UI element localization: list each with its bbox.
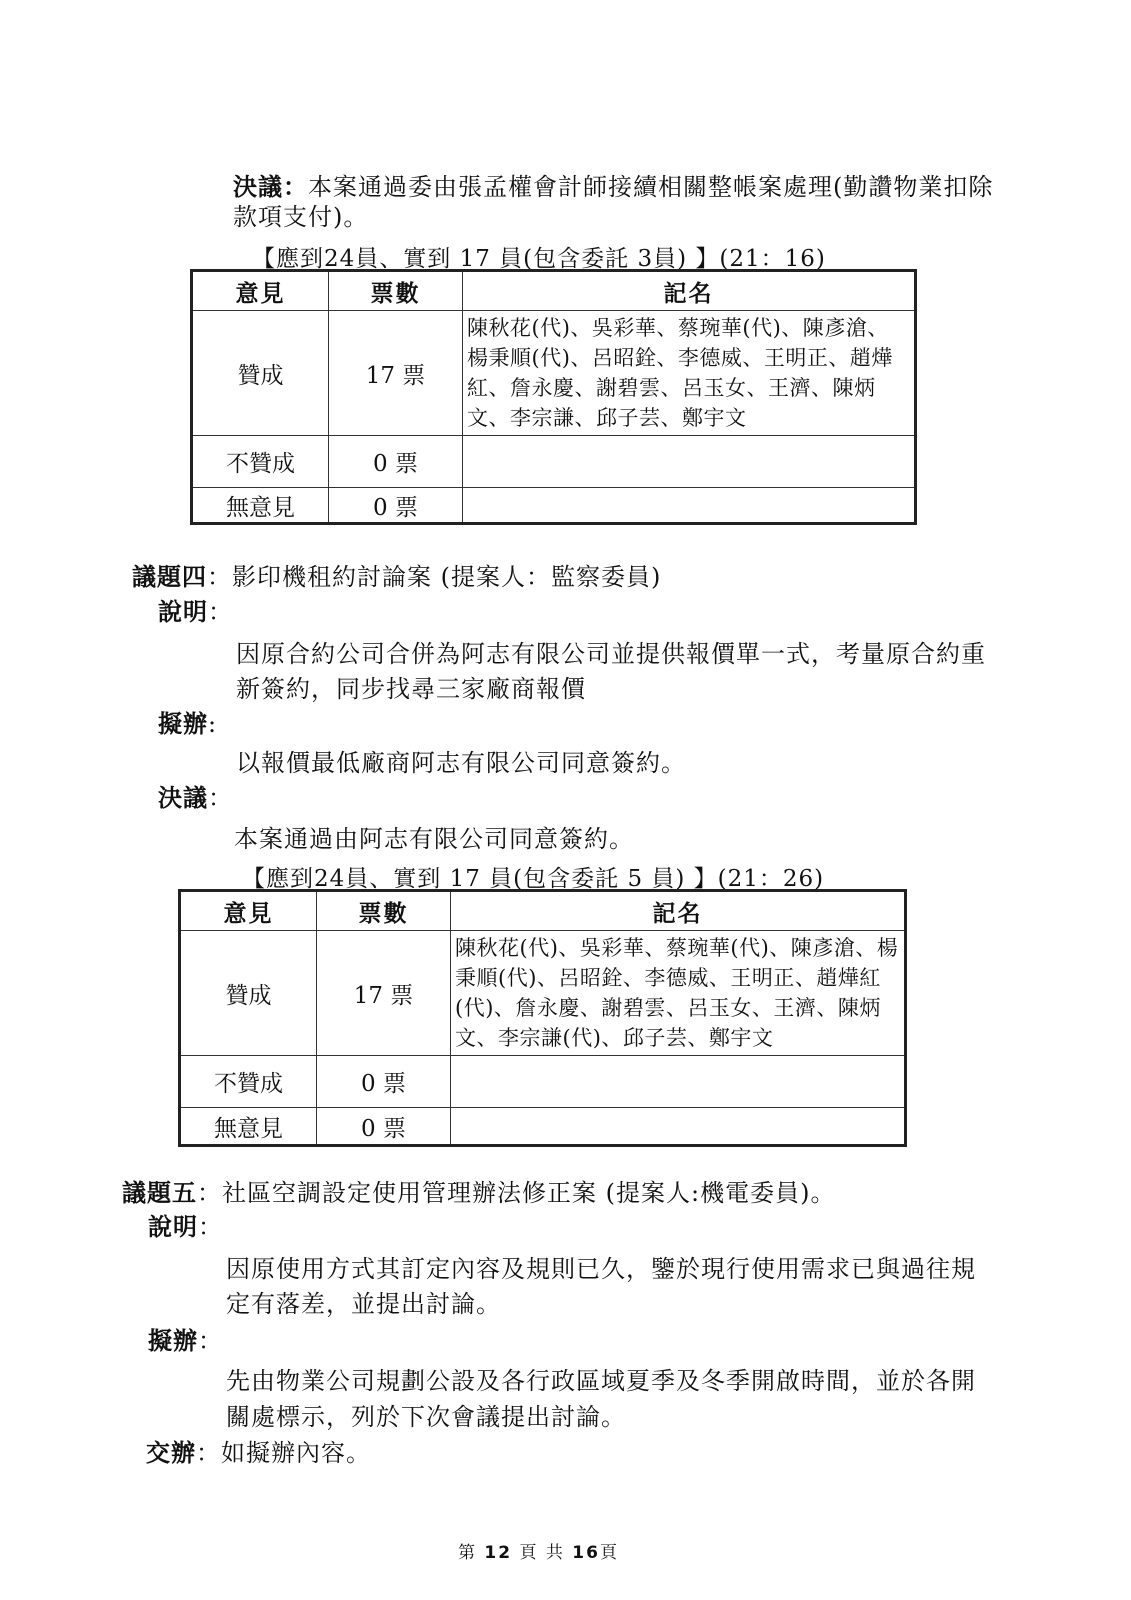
page-middle: 頁 共: [519, 1543, 565, 1563]
item4-resolution-label: 決議: [158, 783, 208, 812]
item4-explain-line2: 新簽約，同步找尋三家廠商報價: [236, 675, 586, 703]
item5-proposal-label: 擬辦: [148, 1326, 198, 1355]
item4-explain-label: 說明: [158, 597, 208, 626]
item4-explain-colon: ：: [208, 598, 233, 626]
item4-title-text: ：影印機租約討論案 (提案人：監察委員): [207, 563, 662, 591]
item5-proposal-colon: ：: [198, 1327, 223, 1355]
item3-resolution-line2: 款項支付)。: [233, 203, 369, 231]
item5-explain-label: 說明: [148, 1212, 198, 1241]
table-row: [180, 1056, 906, 1108]
page-number: [458, 1538, 619, 1563]
table-header-row: [192, 271, 916, 311]
header-opinion: 意見: [192, 271, 329, 311]
votes-cell: 0 票: [329, 436, 463, 488]
item5-explain-colon: ：: [198, 1213, 223, 1241]
item4-resolution-heading: [158, 781, 233, 815]
names-cell: [463, 488, 916, 524]
item5-proposal-line2: 關處標示，列於下次會議提出討論。: [226, 1403, 626, 1431]
item3-resolution-label: 決議：: [233, 172, 308, 201]
item4-explain-line1: 因原合約公司合併為阿志有限公司並提供報價單一式，考量原合約重: [236, 640, 986, 668]
total-pages: 16: [572, 1543, 600, 1563]
votes-cell: 17 票: [317, 931, 451, 1056]
item5-proposal-line1: 先由物業公司規劃公設及各行政區域夏季及冬季開啟時間，並於各開: [226, 1367, 976, 1395]
table-row: [192, 488, 916, 524]
opinion-cell: 不贊成: [192, 436, 329, 488]
table-row: [180, 1108, 906, 1146]
item5-explain-line2: 定有落差，並提出討論。: [226, 1290, 501, 1318]
votes-cell: 0 票: [317, 1108, 451, 1146]
names-cell: [451, 1056, 906, 1108]
current-page: 12: [484, 1543, 513, 1563]
opinion-cell: 無意見: [192, 488, 329, 524]
opinion-cell: 無意見: [180, 1108, 317, 1146]
header-names: 記名: [451, 891, 906, 931]
header-votes: 票數: [329, 271, 463, 311]
table-row: [180, 931, 906, 1056]
header-opinion: 意見: [180, 891, 317, 931]
item5-proposal-heading: [148, 1324, 223, 1358]
item5-title-label: 議題五: [122, 1178, 197, 1207]
item5-explain-line1: 因原使用方式其訂定內容及規則已久，鑒於現行使用需求已與過往規: [226, 1255, 976, 1283]
names-cell: 陳秋花(代)、吳彩華、蔡琬華(代)、陳彥滄、楊秉順(代)、呂昭銓、李德威、王明正、趙燁紅、詹永慶、謝碧雲、呂玉女、王濟、陳炳文、李宗謙、邱子芸、鄭宇文: [463, 311, 916, 436]
header-names: 記名: [463, 271, 916, 311]
item4-resolution-text: 本案通過由阿志有限公司同意簽約。: [234, 825, 634, 853]
item3-resolution-line1: [233, 170, 993, 204]
item3-resolution-text: 本案通過委由張孟權會計師接續相關整帳案處理(勤讚物業扣除: [308, 173, 994, 201]
item4-explain-heading: [158, 595, 233, 629]
item4-proposal-colon: :: [208, 710, 218, 738]
item4-proposal-heading: [158, 707, 217, 741]
table-row: [192, 311, 916, 436]
item4-resolution-colon: ：: [208, 784, 233, 812]
item5-handover-text: ：如擬辦內容。: [196, 1439, 371, 1467]
table-row: [192, 436, 916, 488]
names-cell: [451, 1108, 906, 1146]
item5-handover: [146, 1436, 371, 1470]
item4-vote-header: 【應到24員、實到 17 員(包含委託 5 員) 】(21：26): [242, 866, 825, 892]
names-cell: [463, 436, 916, 488]
item5-handover-label: 交辦: [146, 1438, 196, 1467]
item4-proposal-label: 擬辦: [158, 709, 208, 738]
votes-cell: 0 票: [317, 1056, 451, 1108]
item3-vote-table: [190, 269, 917, 525]
opinion-cell: 贊成: [192, 311, 329, 436]
names-cell: 陳秋花(代)、吳彩華、蔡琬華(代)、陳彥滄、楊秉順(代)、呂昭銓、李德威、王明正、趙燁紅(代)、詹永慶、謝碧雲、呂玉女、王濟、陳炳文、李宗謙(代)、邱子芸、鄭宇文: [451, 931, 906, 1056]
votes-cell: 17 票: [329, 311, 463, 436]
item4-title: [132, 560, 661, 594]
opinion-cell: 不贊成: [180, 1056, 317, 1108]
item3-vote-header: 【應到24員、實到 17 員(包含委託 3員) 】(21：16): [252, 246, 826, 272]
item4-vote-table: [178, 889, 907, 1147]
item5-title: [122, 1176, 835, 1210]
item4-title-label: 議題四: [132, 562, 207, 591]
item4-proposal-text: 以報價最低廠商阿志有限公司同意簽約。: [236, 749, 686, 777]
table-header-row: [180, 891, 906, 931]
opinion-cell: 贊成: [180, 931, 317, 1056]
item5-title-text: ：社區空調設定使用管理辦法修正案 (提案人:機電委員)。: [197, 1179, 836, 1207]
page-prefix: 第: [458, 1543, 477, 1563]
item5-explain-heading: [148, 1210, 223, 1244]
page-suffix: 頁: [599, 1543, 619, 1563]
header-votes: 票數: [317, 891, 451, 931]
votes-cell: 0 票: [329, 488, 463, 524]
